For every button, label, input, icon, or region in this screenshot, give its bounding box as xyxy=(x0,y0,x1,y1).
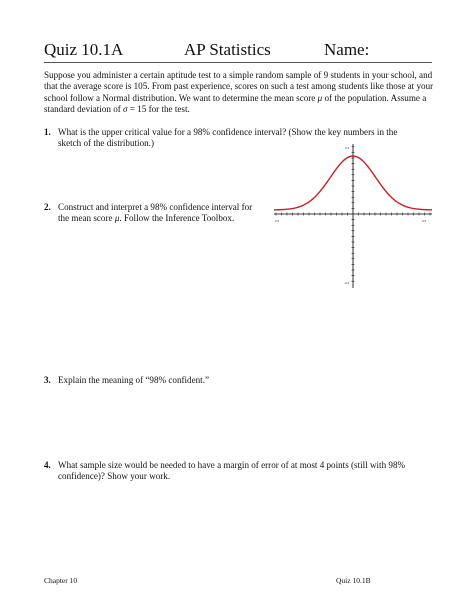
name-label: Name: xyxy=(324,40,370,59)
question-text-continued: confidence)? Show your work. xyxy=(58,471,171,482)
sigma-symbol: σ xyxy=(123,104,128,115)
question-number: 2. xyxy=(44,202,51,212)
tick-label-bottom: -0.4 xyxy=(344,281,350,285)
footer-chapter: Chapter 10 xyxy=(44,576,78,585)
quiz-header xyxy=(44,40,432,63)
course-title: AP Statistics xyxy=(184,40,271,59)
intro-text-1: Suppose you administer a certain aptitude test to a simple random sample of 9 students in your school, and that the average score is 105. From past experience, scores on such a test among students like those at your school follow a Normal distribution. We want to determine the mean score xyxy=(44,70,434,103)
question-text-continued: the mean score xyxy=(58,213,115,224)
problem-intro xyxy=(44,70,434,116)
question-number: 3. xyxy=(44,375,51,385)
question-number: 1. xyxy=(44,127,51,137)
question-text-end: . Follow the Inference Toolbox. xyxy=(119,213,235,224)
question-text: Construct and interpret a 98% confidence interval for xyxy=(58,202,253,212)
intro-text-3: = 15 for the test. xyxy=(127,104,190,115)
question-number: 4. xyxy=(44,460,51,470)
mu-symbol: μ xyxy=(317,92,323,103)
footer-quiz-id: Quiz 10.1B xyxy=(336,576,371,585)
mu-symbol: μ xyxy=(114,213,120,224)
question-3 xyxy=(44,375,404,386)
tick-label-left: -3.5 xyxy=(274,219,280,223)
question-text: What is the upper critical value for a 98% confidence interval? (Show the key numbers in the xyxy=(58,127,398,137)
question-text: What sample size would be needed to have a margin of error of at most 4 points (still with 98% xyxy=(58,460,406,470)
quiz-title: Quiz 10.1A xyxy=(44,40,124,59)
intro-text-2: of the population. Assume a standard deviation of xyxy=(44,92,427,115)
tick-label-right: 3.5 xyxy=(422,219,427,223)
question-2 xyxy=(44,202,274,225)
question-text-continued: sketch of the distribution.) xyxy=(58,138,154,149)
tick-label-top: 0.4 xyxy=(345,146,350,150)
normal-distribution-sketch xyxy=(274,142,434,292)
question-text: Explain the meaning of “98% confident.” xyxy=(58,375,210,385)
question-4 xyxy=(44,460,434,483)
